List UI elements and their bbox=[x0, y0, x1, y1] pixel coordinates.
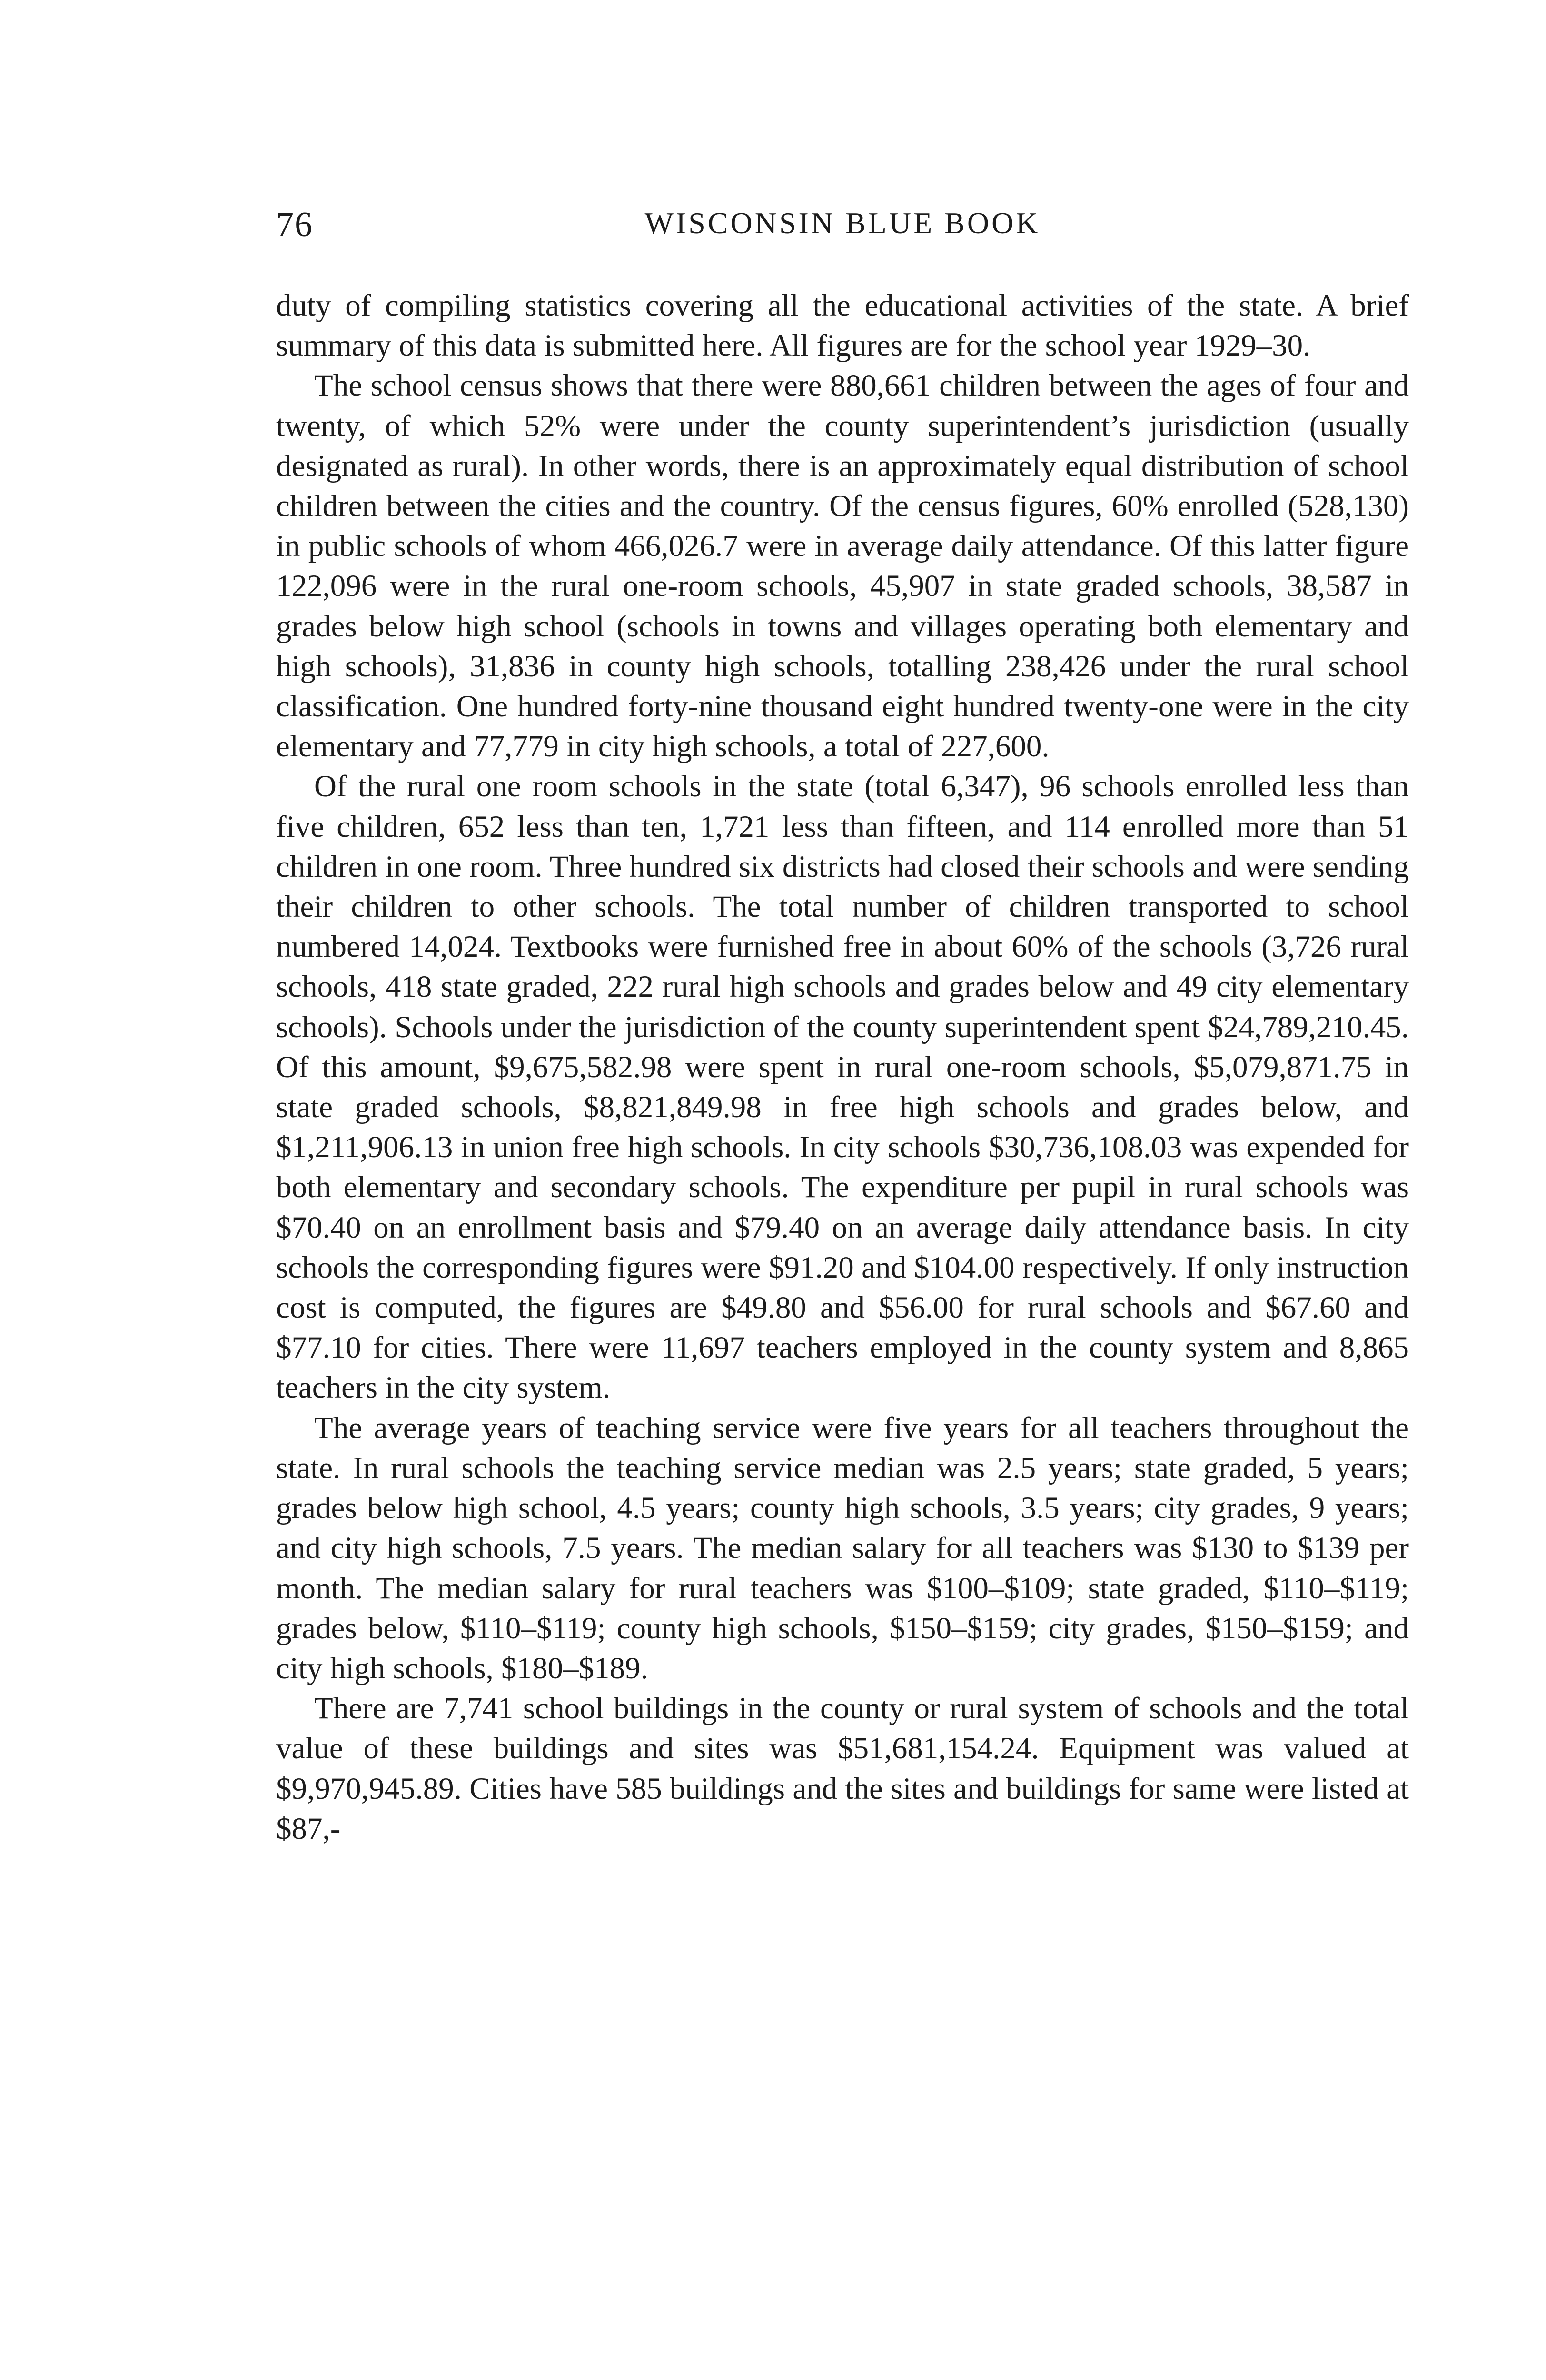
page-number: 76 bbox=[276, 205, 313, 244]
running-head bbox=[276, 205, 1409, 252]
paragraph-continuation: duty of compiling statistics covering all the educational activities of the state. A brief summary of this data is submitted here. All figures are for the school year 1929–30. bbox=[276, 288, 1409, 363]
running-title: WISCONSIN BLUE BOOK bbox=[644, 206, 1041, 240]
book-page bbox=[276, 205, 1409, 1849]
paragraph-rural-schools: Of the rural one room schools in the state (total 6,347), 96 schools enrolled less than five children, 652 less than ten, 1,721 less than fifteen, and 114 enrolled more than 51 children in one room. Three hundred six districts had closed their schools and were sending their children to other schools. The total number of children transported to school numbered 14,024. Textbooks were furnished free in about 60% of the schools (3,726 rural schools, 418 state graded, 222 rural high schools and grades below and 49 city elementary schools). Schools under the jurisdiction of the county superintendent spent $24,789,210.45. Of this amount, $9,675,582.98 were spent in rural one-room schools, $5,079,871.75 in state graded schools, $8,821,849.98 in free high schools and grades below, and $1,211,906.13 in union free high schools. In city schools $30,736,108.03 was expended for both elementary and secondary schools. The expenditure per pupil in rural schools was $70.40 on an enrollment basis and $79.40 on an average daily attendance basis. In city schools the corresponding figures were $91.20 and $104.00 respectively. If only instruction cost is computed, the figures are $49.80 and $56.00 for rural schools and $67.60 and $77.10 for cities. There were 11,697 teachers employed in the county system and 8,865 teachers in the city system. bbox=[276, 769, 1409, 1405]
body-text bbox=[276, 286, 1409, 1849]
paragraph-teaching-service: The average years of teaching service were five years for all teachers throughout the state. In rural schools the teaching service median was 2.5 years; state graded, 5 years; grades below high school, 4.5 years; county high schools, 3.5 years; city grades, 9 years; and city high schools, 7.5 years. The median salary for all teachers was $130 to $139 per month. The median salary for rural teachers was $100–$109; state graded, $110–$119; grades below, $110–$119; county high schools, $150–$159; city grades, $150–$159; and city high schools, $180–$189. bbox=[276, 1410, 1409, 1686]
paragraph-school-buildings: There are 7,741 school buildings in the county or rural system of schools and the total value of these buildings and sites was $51,681,154.24. Equipment was valued at $9,970,945.89. Cities have 585 buildings and the sites and buildings for same were listed at $87,- bbox=[276, 1691, 1409, 1846]
paragraph-school-census: The school census shows that there were 880,661 children between the ages of four and twenty, of which 52% were under the county superintendent’s jurisdiction (usually designated as rural). In other words, there is an approximately equal distribution of school children between the cities and the country. Of the census figures, 60% enrolled (528,130) in public schools of whom 466,026.7 were in average daily attendance. Of this latter figure 122,096 were in the rural one-room schools, 45,907 in state graded schools, 38,587 in grades below high school (schools in towns and villages operating both elementary and high schools), 31,836 in county high schools, totalling 238,426 under the rural school classification. One hundred forty-nine thousand eight hundred twenty-one were in the city elementary and 77,779 in city high schools, a total of 227,600. bbox=[276, 368, 1409, 764]
